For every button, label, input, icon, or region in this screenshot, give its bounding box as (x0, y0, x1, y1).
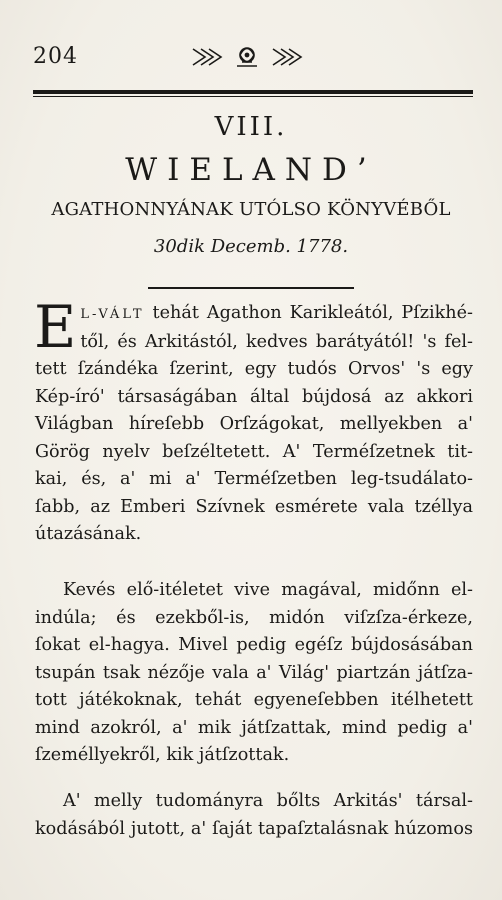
text-line: től, és Arkitástól, kedves barátyától! 's fel- (80, 331, 473, 352)
chapter-number: VIII. (214, 112, 288, 142)
text-line: Kevés elő-itéletet vive magával, midőnn el- (63, 580, 473, 600)
text-line: mind azokról, a' mik játſzattak, mind pedig a' (35, 717, 473, 738)
text-line: ſabb, az Emberi Szívnek esmérete vala tzéllya (35, 496, 473, 517)
text-line: ſokat el-hagya. Mivel pedig egéſz bújdosásában (35, 635, 473, 655)
text-line: kodásából jutott, a' ſaját tapaſztalásnak húzomos (35, 818, 473, 839)
drop-cap: E (34, 293, 77, 361)
text-line: indúla; és ezekből-is, midón viſzſza-érkeze, (35, 607, 473, 628)
text-line: Görög nyelv beſzéltetett. A' Terméſzetnek tit- (35, 441, 473, 462)
chapter-title: WIELAND’ (125, 152, 377, 188)
section-divider (148, 287, 354, 289)
paragraph-1 (34, 293, 473, 549)
text-line: Világban híreſebb Orſzágokat, mellyekben a' (35, 414, 473, 434)
text-line: útazásának. (35, 524, 142, 544)
text-line: tett ſzándéka ſzerint, egy tudós Orvos' 's egy (35, 359, 473, 379)
floral-ornament-icon (187, 44, 307, 70)
page-number: 204 (33, 44, 78, 69)
chapter-subtitle: AGATHONNYÁNAK UTÓLSO KÖNYVÉBŐL (51, 199, 451, 220)
text-line: kai, és, a' mi a' Terméſzetben leg-tsudálato- (35, 469, 473, 489)
smallcaps-word: L-VÁLT (80, 307, 145, 322)
text-line: tott játékoknak, tehát egyeneſebben itélhetett (35, 690, 473, 710)
text-line: ſzeméllyekről, kik játſzottak. (35, 745, 290, 765)
text-line: A' melly tudományra bőlts Arkitás' társal- (63, 791, 473, 811)
text-line: Kép-író' társaságában által bújdosá az akkori (35, 386, 473, 407)
header-rule (33, 90, 473, 94)
header-rule-thin (33, 96, 473, 97)
text-line: tsupán tsak nézője vala a' Világ' piartzán játſza- (35, 662, 473, 683)
text-line: tehát Agathon Karikleától, Pſzikhé- (152, 303, 473, 323)
paragraph-2 (35, 577, 473, 770)
chapter-date: 30dik Decemb. 1778. (153, 236, 349, 257)
paragraph-3 (35, 788, 473, 843)
